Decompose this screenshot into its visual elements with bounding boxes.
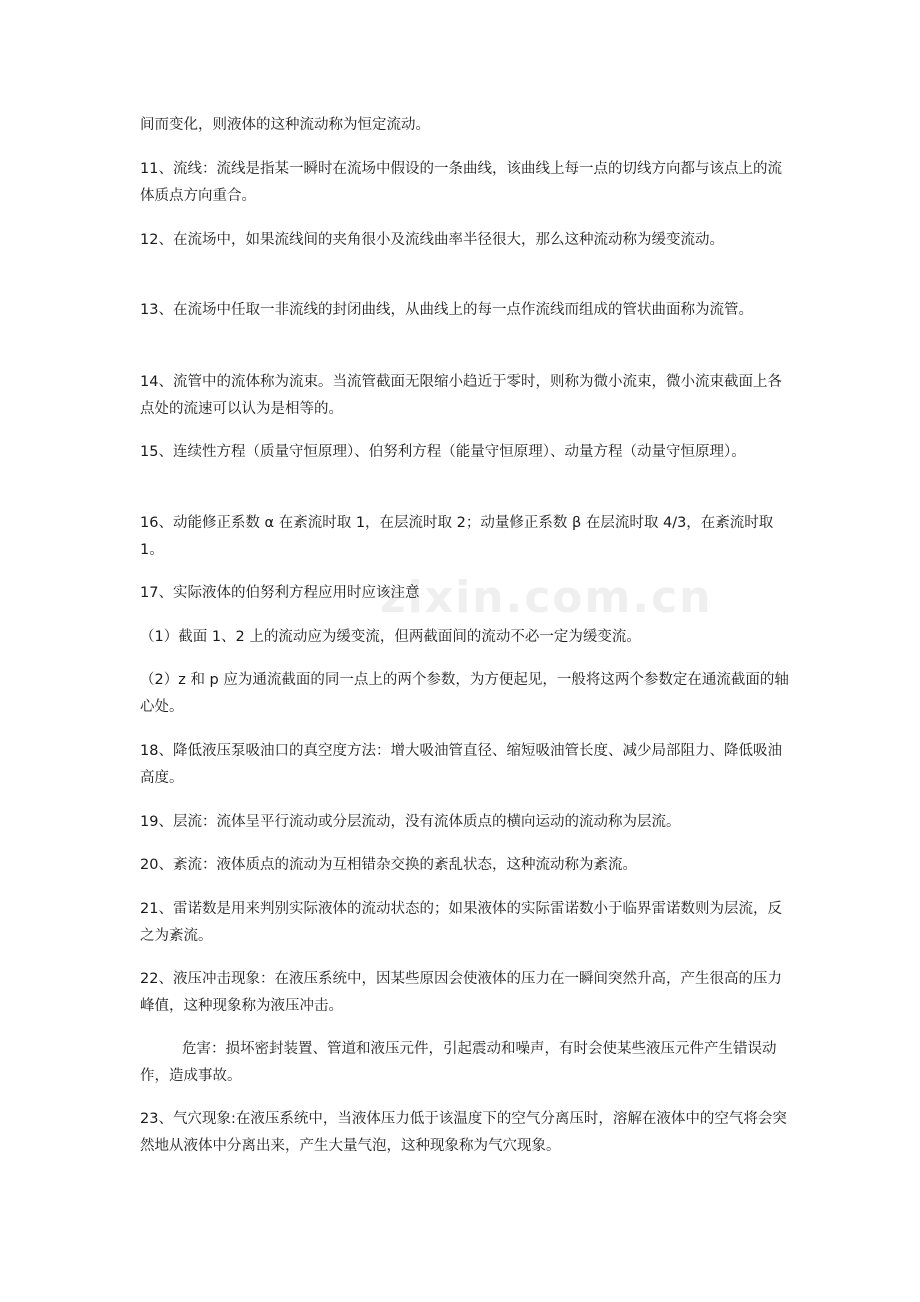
- paragraph-19: 19、层流：流体呈平行流动或分层流动，没有流体质点的横向运动的流动称为层流。: [140, 814, 681, 830]
- paragraph-23: 23、气穴现象:在液压系统中，当液体压力低于该温度下的空气分离压时，溶解在液体中的空气将会突然地从液体中分离出来，产生大量气泡，这种现象称为气穴现象。: [140, 1111, 787, 1154]
- paragraph-22-hazard: 危害：损坏密封装置、管道和液压元件，引起震动和噪声，有时会使某些液压元件产生错误动作，造成事故。: [140, 1041, 777, 1084]
- paragraph-22: 22、液压冲击现象：在液压系统中，因某些原因会使液体的压力在一瞬间突然升高，产生很高的压力峰值，这种现象称为液压冲击。: [140, 971, 782, 1014]
- paragraph-12: 12、在流场中，如果流线间的夹角很小及流线曲率半径很大，那么这种流动称为缓变流动。: [140, 232, 724, 248]
- paragraph-17-item-1: （1）截面 1、2 上的流动应为缓变流，但两截面间的流动不必一定为缓变流。: [140, 629, 641, 645]
- paragraph-21: 21、雷诺数是用来判别实际液体的流动状态的；如果液体的实际雷诺数小于临界雷诺数则为层流，反之为紊流。: [140, 901, 782, 944]
- paragraph-11: 11、流线：流线是指某一瞬时在流场中假设的一条曲线，该曲线上每一点的切线方向都与该点上的流体质点方向重合。: [140, 161, 782, 204]
- paragraph-13: 13、在流场中任取一非流线的封闭曲线，从曲线上的每一点作流线而组成的管状曲面称为流管。: [140, 302, 753, 318]
- paragraph-18: 18、降低液压泵吸油口的真空度方法：增大吸油管直径、缩短吸油管长度、减少局部阻力、降低吸油高度。: [140, 743, 782, 786]
- paragraph-16: 16、动能修正系数 α 在紊流时取 1，在层流时取 2；动量修正系数 β 在层流时取 4/3，在紊流时取 1。: [140, 515, 774, 558]
- watermark: zixin.com.cn: [380, 572, 713, 623]
- paragraph-17-item-2: （2）z 和 p 应为通流截面的同一点上的两个参数，为方便起见，一般将这两个参数定在通流截面的轴心处。: [140, 672, 789, 715]
- paragraph-15: 15、连续性方程（质量守恒原理）、伯努利方程（能量守恒原理）、动量方程（动量守恒原理）。: [140, 444, 746, 460]
- paragraph-17: 17、实际液体的伯努利方程应用时应该注意: [140, 585, 420, 601]
- paragraph-20: 20、紊流：液体质点的流动为互相错杂交换的紊乱状态，这种流动称为紊流。: [140, 857, 637, 873]
- paragraph-continuation: 间而变化，则液体的这种流动称为恒定流动。: [140, 117, 430, 133]
- paragraph-14: 14、流管中的流体称为流束。当流管截面无限缩小趋近于零时，则称为微小流束，微小流束截面上各点处的流速可以认为是相等的。: [140, 374, 782, 417]
